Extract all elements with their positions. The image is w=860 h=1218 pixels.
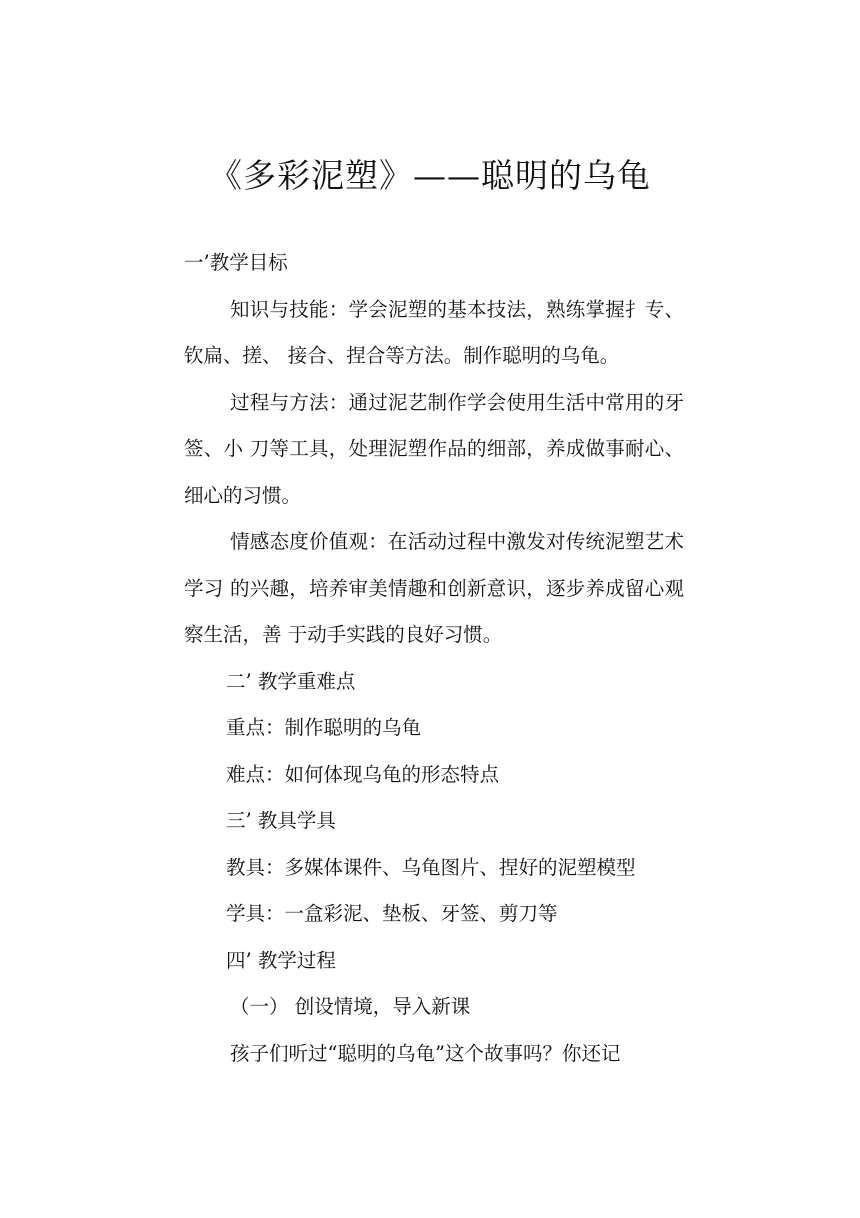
section-heading-objectives: 一’教学目标 bbox=[184, 251, 288, 274]
subsection-heading-intro: （一） 创设情境，导入新课 bbox=[230, 995, 471, 1018]
paragraph-knowledge-skills: 知识与技能：学会泥塑的基本技法，熟练掌握扌专、钦扁、搓、 接合、捏合等方法。制作聪明的乌龟。 bbox=[184, 297, 684, 367]
section-heading-key-points: 二’ 教学重难点 bbox=[226, 669, 356, 693]
section-heading-process: 四’ 教学过程 bbox=[226, 948, 336, 972]
paragraph-emotion-values: 情感态度价值观：在活动过程中激发对传统泥塑艺术学习 的兴趣，培养审美情趣和创新意识，逐步养成留心观察生活，善 于动手实践的良好习惯。 bbox=[184, 530, 684, 646]
section-heading-tools: 三’ 教具学具 bbox=[226, 809, 336, 832]
key-point-line: 重点：制作聪明的乌龟 bbox=[226, 716, 422, 739]
difficulty-line: 难点：如何体现乌龟的形态特点 bbox=[226, 762, 500, 786]
story-paragraph: 孩子们听过“聪明的乌龟”这个故事吗？你还记 bbox=[230, 1041, 621, 1065]
document-body bbox=[184, 240, 684, 1077]
student-tools-line: 学具：一盒彩泥、垫板、牙签、剪刀等 bbox=[226, 902, 558, 925]
paragraph-process-method: 过程与方法：通过泥艺制作学会使用生活中常用的牙签、小 刀等工具，处理泥塑作品的细部，养成做事耐心、细心的习惯。 bbox=[184, 390, 684, 507]
document-title: 《多彩泥塑》——聪明的乌龟 bbox=[209, 156, 651, 195]
teacher-tools-line: 教具：多媒体课件、乌龟图片、捏好的泥塑模型 bbox=[226, 855, 636, 879]
